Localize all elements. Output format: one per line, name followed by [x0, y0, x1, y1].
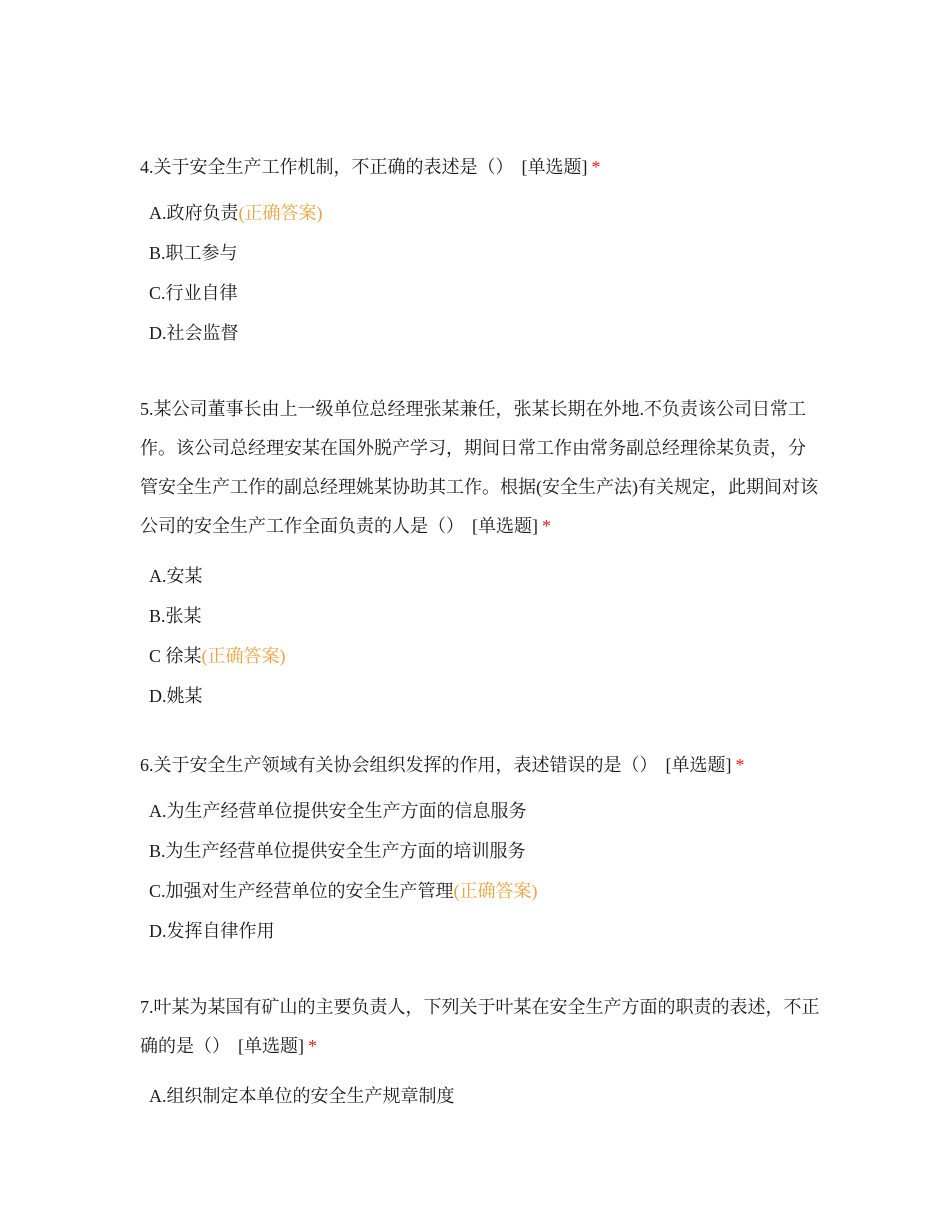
option-label: A.为生产经营单位提供安全生产方面的信息服务 — [149, 801, 527, 821]
question-title: 4.关于安全生产工作机制，不正确的表述是（） — [140, 157, 514, 177]
option-label: A.政府负责 — [149, 203, 239, 223]
option-label: B.为生产经营单位提供安全生产方面的培训服务 — [149, 841, 526, 861]
option-b[interactable] — [140, 233, 820, 273]
required-marker: * — [308, 1036, 317, 1056]
option-d[interactable] — [140, 313, 820, 353]
correct-answer-mark: (正确答案) — [201, 646, 286, 666]
option-list — [140, 1076, 820, 1116]
question-title: 7.叶某为某国有矿山的主要负责人，下列关于叶某在安全生产方面的职责的表述，不正确的是（） — [140, 997, 820, 1056]
option-label: C.行业自律 — [149, 283, 238, 303]
option-label: D.姚某 — [149, 686, 203, 706]
question-text — [140, 390, 820, 546]
option-list — [140, 193, 820, 353]
required-marker: * — [591, 157, 601, 177]
option-label: C.加强对生产经营单位的安全生产管理 — [149, 881, 454, 901]
question-7 — [140, 988, 820, 1116]
required-marker: * — [735, 755, 745, 775]
question-text — [140, 148, 820, 187]
question-text — [140, 988, 820, 1066]
question-type: [单选题] — [665, 755, 732, 775]
option-label: D.发挥自律作用 — [149, 921, 275, 941]
question-4 — [140, 148, 820, 353]
question-type: [单选题] — [521, 157, 588, 177]
option-label: D.社会监督 — [149, 323, 239, 343]
option-a[interactable] — [140, 193, 820, 233]
option-label: A.安某 — [149, 566, 203, 586]
correct-answer-mark: (正确答案) — [453, 881, 538, 901]
option-a[interactable] — [140, 556, 820, 596]
question-5 — [140, 390, 820, 716]
option-d[interactable] — [140, 911, 820, 951]
required-marker: * — [542, 516, 551, 536]
option-c[interactable] — [140, 273, 820, 313]
question-type: [单选题] — [238, 1036, 304, 1056]
option-a[interactable] — [140, 791, 820, 831]
option-d[interactable] — [140, 676, 820, 716]
option-label: C 徐某 — [149, 646, 202, 666]
question-title: 5.某公司董事长由上一级单位总经理张某兼任，张某长期在外地.不负责该公司日常工作。该公司总经理安某在国外脱产学习，期间日常工作由常务副总经理徐某负责，分管安全生产工作的副总经理姚某协助其工作。根据(安全生产法)有关规定，此期间对该公司的安全生产工作全面负责的人是（） — [140, 399, 818, 536]
option-b[interactable] — [140, 596, 820, 636]
question-type: [单选题] — [472, 516, 538, 536]
option-c[interactable] — [140, 636, 820, 676]
question-text — [140, 746, 820, 785]
option-a[interactable] — [140, 1076, 820, 1116]
option-list — [140, 791, 820, 951]
option-label: B.职工参与 — [149, 243, 238, 263]
option-b[interactable] — [140, 831, 820, 871]
option-c[interactable] — [140, 871, 820, 911]
question-title: 6.关于安全生产领域有关协会组织发挥的作用，表述错误的是（） — [140, 755, 658, 775]
question-6 — [140, 746, 820, 951]
option-label: B.张某 — [149, 606, 202, 626]
option-list — [140, 556, 820, 716]
option-label: A.组织制定本单位的安全生产规章制度 — [149, 1086, 455, 1106]
correct-answer-mark: (正确答案) — [238, 203, 323, 223]
